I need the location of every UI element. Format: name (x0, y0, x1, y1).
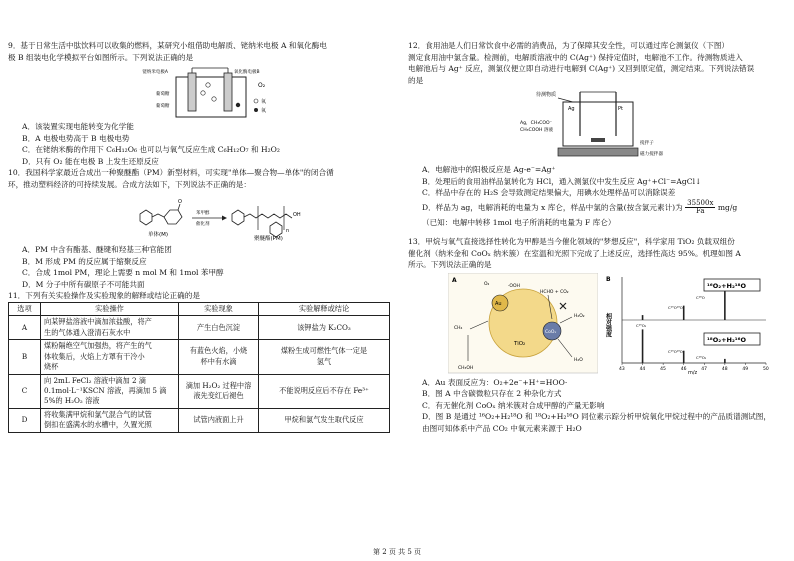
q10-figure (8, 192, 390, 242)
svg-text:O: O (178, 199, 182, 206)
x-tick-label: 44 (639, 366, 646, 372)
benzene-ring-1 (140, 210, 152, 225)
cell-line: 烧杯 (44, 362, 59, 372)
q9-option-c: C．在铑纳米酶的作用下 C₆H₁₂O₆ 也可以与氧气反应生成 C₆H₁₂O₇ 和 H₂O₂ (22, 145, 280, 155)
label-pt: Pt (618, 106, 623, 113)
polymer-chain (244, 214, 292, 218)
label-electrode-a: 铑纳米电极A (142, 70, 168, 76)
col-header-conclusion: 实验解释或结论 (259, 302, 390, 315)
q13-stem-line1: 13．甲烷与氧气直接选择性转化为甲醇是当今催化领域的"梦想反应"，科学家用 TiO₂ 负载双组份 (408, 237, 735, 247)
cell-line: 0.1mol·L⁻¹KSCN 溶液，再滴加 5 滴 (44, 385, 167, 395)
label-coox: CoOₓ (545, 329, 557, 335)
label-glucose-1: 葡萄糖 (156, 92, 170, 98)
label-ch3oh: CH₃OH (458, 365, 474, 371)
cell-line: 滴加 H₂O₂ 过程中溶 (185, 380, 252, 390)
q12-note: （已知：电解中转移 1mol 电子所消耗的电量为 F 库仑） (422, 217, 616, 227)
cell-line: 甲烷和氯气发生取代反应 (284, 415, 364, 425)
cell-option: B (9, 340, 41, 374)
cyclic-ester (164, 210, 182, 224)
q12-stem-line4: 的是 (408, 75, 424, 85)
cell-phenomenon (179, 316, 259, 340)
electrochem-cell-diagram (8, 65, 390, 119)
cell-phenomenon (179, 340, 259, 374)
cell-line: 煤粉生成可燃性气体一定是 (280, 346, 368, 356)
peak-label: C¹⁶O₂ (636, 322, 647, 328)
electrode-b (224, 73, 232, 111)
q12-option-d-text: D．样品为 ag，电解消耗的电量为 x 库仑，样品中氯的含量(按含氯元素计)为 (422, 202, 683, 212)
peak-label: C¹⁶O¹⁸O (668, 304, 683, 310)
cell-option: A (9, 316, 41, 340)
label-electrolyte-1: Ag，CH₃COO⁻ (520, 121, 553, 127)
legend-1: 氧 (261, 99, 267, 106)
label-h2o2: H₂O₂ (574, 313, 585, 319)
q13-figures (408, 273, 786, 375)
label-figure-a: A (452, 276, 457, 284)
question-12 (408, 40, 786, 228)
legend-top: ¹⁶O₂+H₂¹⁸O (707, 281, 747, 290)
cell-operation (41, 408, 179, 432)
q12-option-b: B．处理后的食用油样品氯转化为 HCl，通入测氯仪中发生反应 Ag⁺+Cl⁻=AgCl↓ (422, 176, 702, 186)
x-tick-label: 47 (701, 366, 708, 372)
label-tio2: TiO₂ (514, 340, 526, 347)
q10-option-c: C．合成 1mol PM，理论上需要 n mol M 和 1mol 苯甲醇 (22, 268, 224, 278)
peak-label: C¹⁸O₂ (696, 354, 707, 360)
svg-text:OH: OH (293, 212, 301, 219)
q9-stem-line2: 极 B 组装电化学模拟平台如图所示。下列说法正确的是 (8, 52, 194, 62)
cell-conclusion (259, 408, 390, 432)
cell-line: 氢气 (316, 356, 332, 366)
mass-spectrum-chart (604, 273, 772, 375)
x-axis-label: m/z (688, 369, 698, 375)
benzene-ring-3 (270, 222, 282, 237)
label-figure-b: B (606, 275, 611, 283)
q10-option-a: A．PM 中含有酯基、醚键和羟基三种官能团 (22, 245, 172, 255)
x-tick-label: 46 (680, 366, 687, 372)
cell-option: D (9, 408, 41, 432)
cell-container (176, 77, 246, 117)
label-glucose-2: 葡萄糖 (156, 104, 170, 110)
coulometer-diagram (408, 88, 786, 162)
mechanism-figure-a (448, 273, 598, 375)
cell-line: 产生白色沉淀 (196, 322, 241, 332)
label-stir-bar: 搅拌子 (640, 141, 654, 147)
fraction-numerator: 35500x (687, 198, 714, 207)
label-sample: 待测物质 (536, 92, 557, 99)
label-ooh: ·OOH (508, 283, 520, 289)
q13-option-d-cont: 由图可知体系中产品 CO₂ 中氧元素来源于 H₂O (422, 423, 582, 433)
table-header-row (9, 302, 390, 315)
cell-line: 该钾盐为 K₂CO₃ (297, 322, 351, 332)
fraction-denominator: Fa (696, 207, 705, 216)
right-column (408, 40, 786, 435)
cell-conclusion (259, 316, 390, 340)
label-h2o: H₂O (574, 357, 583, 363)
q13-option-a: A．Au 表面反应为：O₂+2e⁻+H⁺=HOO· (422, 377, 568, 387)
cell-operation (41, 374, 179, 408)
cell-line: 向 2mL FeCl₂ 溶液中滴加 2 滴 (44, 375, 146, 385)
table-row (9, 374, 390, 408)
q10-option-b: B．M 形成 PM 的反应属于缩聚反应 (22, 256, 147, 266)
x-tick-label: 45 (660, 366, 666, 372)
question-10 (8, 167, 390, 290)
cell-option: C (9, 374, 41, 408)
label-ch4: CH₄ (454, 325, 463, 331)
label-stirrer: 磁力搅拌器 (640, 152, 663, 158)
label-monomer: 单体(M) (148, 232, 169, 239)
chlorine-fraction (685, 200, 715, 216)
question-9 (8, 40, 390, 167)
col-header-option: 选项 (9, 302, 41, 315)
q13-option-c: C．有无催化剂 CoOₓ 纳米簇对合成甲醇的产量无影响 (422, 400, 605, 410)
label-o2: O₂ (258, 82, 266, 90)
q10-stem-line1: 10．我国科学家最近合成出一种聚醚酯（PM）新型材料，可实现"单体—聚合物—单体"的闭合循 (8, 168, 334, 178)
cell-phenomenon (179, 408, 259, 432)
magnetic-stirrer (558, 148, 638, 156)
x-tick-label: 48 (721, 366, 728, 372)
legend-2: 氧 (261, 108, 267, 115)
spectrum-peaks (643, 284, 725, 363)
q9-figure (8, 65, 390, 119)
mass-spectrum-figure-b (604, 273, 772, 375)
table-row (9, 408, 390, 432)
experiment-table (8, 302, 390, 433)
q10-stem-line2: 环，推动塑料经济的可持续发展。合成方法如下，下列说法不正确的是： (8, 179, 251, 189)
electrode-a (188, 73, 196, 111)
q9-option-a: A．该装置实现电能转变为化学能 (22, 122, 134, 132)
cell-line: 生的气体通入澄清石灰水中 (44, 327, 131, 337)
label-polymer: 聚醚酯(PM) (254, 236, 283, 243)
cell-line: 5%的 H₂O₂ 溶液 (44, 396, 100, 406)
label-electrode-b: 氧化酶电极B (234, 70, 260, 76)
x-tick-label: 43 (619, 366, 625, 372)
col-header-phenomenon: 实验现象 (179, 302, 259, 315)
q9-option-d: D．只有 O₂ 能在电极 B 上发生还原反应 (22, 156, 159, 166)
cell-conclusion (259, 374, 390, 408)
page-number: 第 2 页 共 5 页 (372, 548, 422, 556)
q12-option-c: C．样品中存在的 H₂S 会导致测定结果偏大，用碘水处理样品可以消除误差 (422, 188, 676, 198)
q9-option-b: B．A 电极电势高于 B 电极电势 (22, 133, 130, 143)
label-reagent: 苯甲醇 (196, 211, 210, 217)
cell-line: 试管内液面上升 (193, 415, 244, 425)
q12-stem-line2: 测定食用油中氯含量。检测前，电解质溶液中的 C(Ag⁺) 保持定值时，电解池不工作。待测物质进入 (408, 52, 743, 62)
label-o2: O₂ (484, 281, 490, 287)
q9-stem-line1: 9．基于日常生活中肽饮料可以收集的燃料，某研究小组借助电解质、铑纳米电极 A 和氧化酶电 (8, 41, 327, 50)
table-row (9, 340, 390, 374)
cell-operation (41, 316, 179, 340)
label-electrolyte-2: CH₃COOH 溶液 (520, 128, 554, 134)
cell-line: 有蓝色火焰，小烧 (189, 346, 248, 356)
cell-line: 液先变红后褪色 (193, 391, 244, 401)
question-11 (8, 290, 390, 432)
cell-conclusion (259, 340, 390, 374)
cell-line: 将收集满甲烷和氯气混合气的试管 (44, 409, 152, 419)
cell-line: 煤粉隔绝空气加强热，将产生的气 (44, 341, 152, 351)
left-column (8, 40, 390, 433)
label-ag: Ag (568, 106, 575, 113)
y-axis-label: 相对强度 (604, 312, 612, 337)
label-hcho-co2: HCHO + CO₂ (540, 289, 569, 295)
cell-line: 不能说明反应后不存在 Fe³⁺ (279, 385, 369, 395)
fraction-unit: mg/g (717, 202, 738, 212)
q12-figure (408, 88, 786, 162)
cell-line: 向某钾盐溶液中滴加浓盐酸，将产 (44, 317, 152, 327)
peak-label: C¹⁸O (696, 294, 705, 300)
x-tick-label: 50 (763, 366, 769, 372)
label-au: Au (495, 300, 502, 307)
q11-stem: 11．下列有关实验操作及实验现象的解释或结论正确的是 (8, 291, 200, 301)
cell-phenomenon (179, 374, 259, 408)
q13-option-b: B．图 A 中含碳微粒只存在 2 种杂化方式 (422, 389, 562, 399)
stir-bar (591, 138, 605, 142)
q12-stem-line3: 电解池后与 Ag⁺ 反应，测氯仪便立即自动进行电解到 C(Ag⁺) 又回到原定值，测定结束。下列说法错误 (408, 64, 755, 74)
table-row (9, 316, 390, 340)
q12-option-a: A．电解池中的阳极反应是 Ag-e⁻=Ag⁺ (422, 165, 556, 175)
label-n: n (286, 228, 290, 235)
legend-bottom: ¹⁸O₂+H₂¹⁶O (707, 335, 747, 344)
cell-operation (41, 340, 179, 374)
x-tick-label: 49 (742, 366, 749, 372)
polymerization-scheme (8, 192, 390, 242)
q13-option-d: D．图 B 是通过 ¹⁶O₂+H₂¹⁸O 和 ¹⁸O₂+H₂¹⁶O 同位素示踪分析甲烷氧化甲烷过程中的产品质谱测试图， (422, 412, 771, 422)
cell-line: 体收集后，火焰上方罩有干冷小 (44, 351, 145, 361)
cell-line: 杯中有水滴 (200, 356, 237, 366)
q10-option-d: D．M 分子中所有碳原子不可能共面 (22, 279, 145, 289)
label-catalyst: 催化剂 (196, 222, 210, 228)
q13-stem-line3: 所示。下列说法正确的是 (408, 260, 492, 270)
question-13 (408, 236, 786, 434)
q12-stem-line1: 12．食用油是人们日常饮食中必需的消费品，为了保障其安全性，可以通过库仑测氯仪（下图） (408, 41, 730, 50)
cell-line: 倒扣在盛满水的水槽中，久置光照 (44, 420, 152, 430)
peak-label: C¹⁶O¹⁸O (668, 348, 683, 354)
q13-stem-line2: 催化剂（纳米金和 CoOₓ 纳米簇）在室温和光照下完成了上述反应，选择性高达 95%。机理如图 A (408, 248, 741, 258)
col-header-operation: 实验操作 (41, 302, 179, 315)
benzene-ring-2 (232, 210, 244, 225)
q12-option-d (408, 199, 786, 217)
